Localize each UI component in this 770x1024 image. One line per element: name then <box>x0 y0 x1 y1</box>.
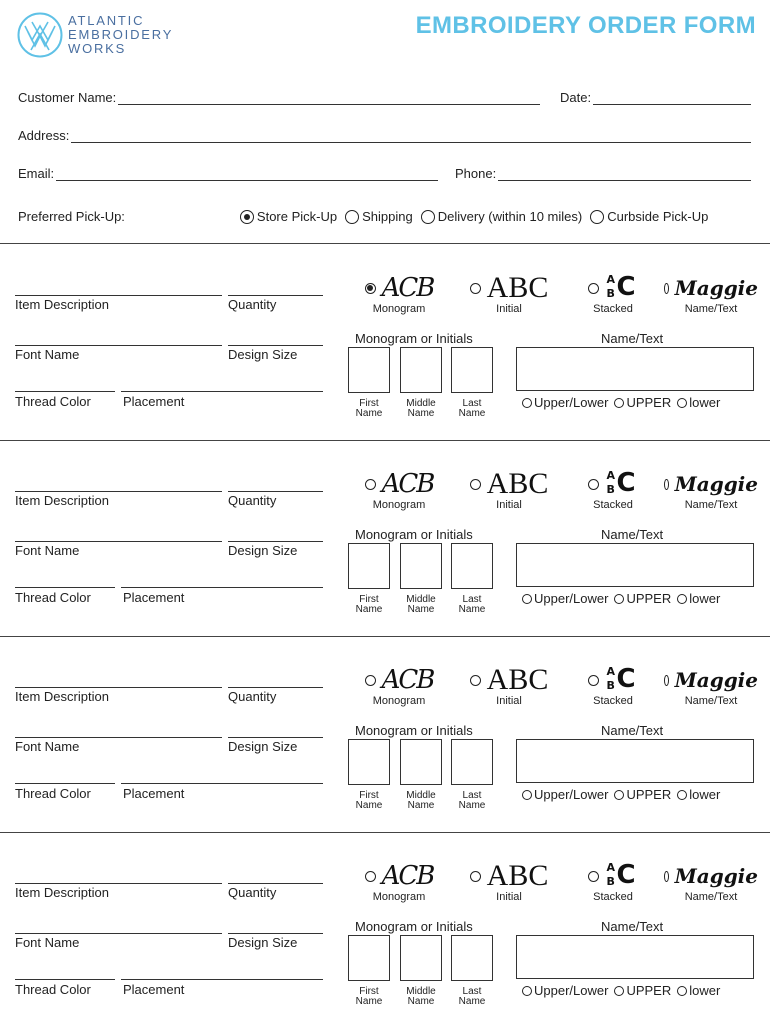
item-description-line[interactable] <box>15 295 222 296</box>
name-text-sample: Maggie <box>674 864 758 888</box>
radio-icon[interactable] <box>664 871 669 882</box>
last-name-caption: Last Name <box>458 986 486 1007</box>
pickup-delivery-option[interactable] <box>421 209 582 224</box>
radio-icon[interactable] <box>614 594 624 604</box>
email-label: Email: <box>18 166 55 181</box>
placement-line[interactable] <box>121 979 323 980</box>
section-divider <box>0 243 770 244</box>
design-size-label: Design Size <box>228 347 298 362</box>
radio-icon[interactable] <box>664 479 669 490</box>
first-name-caption: First Name <box>355 986 383 1007</box>
item-description-label: Item Description <box>15 493 109 508</box>
style-stacked-option[interactable] <box>578 861 648 903</box>
thread-color-label: Thread Color <box>15 394 91 409</box>
radio-selected-icon[interactable] <box>365 283 376 294</box>
style-monogram-option[interactable] <box>354 861 444 903</box>
radio-icon[interactable] <box>470 871 481 882</box>
quantity-label: Quantity <box>228 885 277 900</box>
order-item-section <box>0 441 770 637</box>
name-text-title: Name/Text <box>601 527 664 542</box>
date-field[interactable] <box>593 93 751 105</box>
radio-selected-icon[interactable] <box>240 210 254 224</box>
style-option-label: Monogram <box>372 303 426 315</box>
last-name-caption: Last Name <box>458 594 486 615</box>
brand-line-3: WORKS <box>68 41 127 56</box>
middle-name-caption: Middle Name <box>406 986 436 1007</box>
style-option-label: Name/Text <box>684 303 738 315</box>
email-field[interactable] <box>56 169 438 181</box>
radio-icon[interactable] <box>590 210 604 224</box>
pickup-store-option[interactable] <box>240 209 337 224</box>
first-initial-box[interactable] <box>348 347 390 393</box>
customer-name-row <box>18 90 540 105</box>
style-stacked-option[interactable] <box>578 469 648 511</box>
initial-sample: ABC <box>486 859 549 892</box>
name-text-title: Name/Text <box>601 723 664 738</box>
radio-icon[interactable] <box>470 283 481 294</box>
brand-line-1: ATLANTIC <box>68 13 145 28</box>
first-initial-box[interactable] <box>348 543 390 589</box>
style-option-label: Initial <box>496 499 522 511</box>
middle-initial-box[interactable] <box>400 739 442 785</box>
case-options <box>522 591 726 606</box>
quantity-line[interactable] <box>228 883 323 884</box>
middle-name-caption: Middle Name <box>406 594 436 615</box>
placement-label: Placement <box>123 590 185 605</box>
brand-line-2: EMBROIDERY <box>68 27 174 42</box>
item-description-label: Item Description <box>15 689 109 704</box>
name-text-input-box[interactable] <box>516 543 754 587</box>
pickup-row <box>18 209 716 224</box>
quantity-line[interactable] <box>228 491 323 492</box>
placement-line[interactable] <box>121 587 323 588</box>
quantity-label: Quantity <box>228 297 277 312</box>
address-label: Address: <box>18 128 70 143</box>
thread-color-label: Thread Color <box>15 590 91 605</box>
monogram-initials-title: Monogram or Initials <box>355 723 473 738</box>
placement-label: Placement <box>123 786 185 801</box>
radio-icon[interactable] <box>677 790 687 800</box>
last-initial-box[interactable] <box>451 543 493 589</box>
case-upper-lower-option[interactable] <box>522 983 608 998</box>
font-name-label: Font Name <box>15 739 80 754</box>
case-options <box>522 395 726 410</box>
case-upper-option[interactable] <box>614 395 671 410</box>
thread-color-line[interactable] <box>15 587 115 588</box>
radio-icon[interactable] <box>365 675 376 686</box>
middle-initial-box[interactable] <box>400 935 442 981</box>
style-option-label: Stacked <box>593 891 633 903</box>
case-lower-option[interactable] <box>677 983 720 998</box>
design-size-label: Design Size <box>228 739 298 754</box>
case-upper-lower-option[interactable] <box>522 591 608 606</box>
style-initial-option[interactable] <box>462 665 556 707</box>
name-text-input-box[interactable] <box>516 347 754 391</box>
placement-label: Placement <box>123 982 185 997</box>
first-name-caption: First Name <box>355 398 383 419</box>
style-option-label: Stacked <box>593 303 633 315</box>
case-option-label: lower <box>689 983 721 998</box>
placement-line[interactable] <box>121 783 323 784</box>
radio-icon[interactable] <box>588 283 599 294</box>
pickup-label: Preferred Pick-Up: <box>18 209 125 224</box>
quantity-line[interactable] <box>228 687 323 688</box>
pickup-option-label: Store Pick-Up <box>256 209 338 224</box>
name-text-title: Name/Text <box>601 919 664 934</box>
stacked-sample-icon: A B C <box>606 664 636 694</box>
case-upper-option[interactable] <box>614 787 671 802</box>
address-row <box>18 128 751 143</box>
radio-icon[interactable] <box>522 790 532 800</box>
initial-sample: ABC <box>486 271 549 304</box>
style-initial-option[interactable] <box>462 861 556 903</box>
font-name-label: Font Name <box>15 347 80 362</box>
design-size-line[interactable] <box>228 933 323 934</box>
font-name-line[interactable] <box>15 933 222 934</box>
radio-icon[interactable] <box>614 790 624 800</box>
case-option-label: lower <box>689 787 721 802</box>
style-monogram-option[interactable] <box>354 665 444 707</box>
placement-line[interactable] <box>121 391 323 392</box>
pickup-option-label: Delivery (within 10 miles) <box>437 209 583 224</box>
style-initial-option[interactable] <box>462 273 556 315</box>
middle-initial-box[interactable] <box>400 347 442 393</box>
stacked-sample-icon: A B C <box>606 468 636 498</box>
radio-icon[interactable] <box>522 986 532 996</box>
radio-icon[interactable] <box>664 283 669 294</box>
pickup-shipping-option[interactable] <box>345 209 413 224</box>
design-size-line[interactable] <box>228 737 323 738</box>
style-option-label: Name/Text <box>684 695 738 707</box>
radio-icon[interactable] <box>614 986 624 996</box>
style-monogram-option[interactable] <box>354 273 444 315</box>
monogram-initials-title: Monogram or Initials <box>355 527 473 542</box>
case-option-label: Upper/Lower <box>534 787 609 802</box>
stacked-sample-icon: A B C <box>606 860 636 890</box>
phone-field[interactable] <box>498 169 751 181</box>
case-option-label: UPPER <box>626 395 672 410</box>
style-option-label: Initial <box>496 695 522 707</box>
radio-icon[interactable] <box>470 675 481 686</box>
case-option-label: Upper/Lower <box>534 591 609 606</box>
design-size-label: Design Size <box>228 935 298 950</box>
radio-icon[interactable] <box>677 986 687 996</box>
style-name-text-option[interactable] <box>664 469 758 511</box>
style-stacked-option[interactable] <box>578 665 648 707</box>
case-option-label: Upper/Lower <box>534 983 609 998</box>
monogram-sample: ACB <box>381 665 434 695</box>
case-option-label: Upper/Lower <box>534 395 609 410</box>
email-row <box>18 166 438 181</box>
name-text-input-box[interactable] <box>516 739 754 783</box>
last-initial-box[interactable] <box>451 935 493 981</box>
name-text-sample: Maggie <box>674 668 758 692</box>
case-lower-option[interactable] <box>677 591 720 606</box>
case-options <box>522 787 726 802</box>
pickup-curbside-option[interactable] <box>590 209 708 224</box>
quantity-label: Quantity <box>228 689 277 704</box>
address-field[interactable] <box>71 131 751 143</box>
design-size-label: Design Size <box>228 543 298 558</box>
case-option-label: UPPER <box>626 591 672 606</box>
first-name-caption: First Name <box>355 594 383 615</box>
item-description-line[interactable] <box>15 883 222 884</box>
case-option-label: UPPER <box>626 787 672 802</box>
style-option-label: Monogram <box>372 695 426 707</box>
thread-color-label: Thread Color <box>15 982 91 997</box>
design-size-line[interactable] <box>228 345 323 346</box>
name-text-input-box[interactable] <box>516 935 754 979</box>
thread-color-line[interactable] <box>15 979 115 980</box>
item-description-line[interactable] <box>15 491 222 492</box>
style-initial-option[interactable] <box>462 469 556 511</box>
middle-name-caption: Middle Name <box>406 398 436 419</box>
radio-icon[interactable] <box>677 398 687 408</box>
radio-icon[interactable] <box>588 479 599 490</box>
font-name-line[interactable] <box>15 737 222 738</box>
monogram-sample: ACB <box>381 273 434 303</box>
style-option-label: Stacked <box>593 499 633 511</box>
placement-label: Placement <box>123 394 185 409</box>
customer-name-field[interactable] <box>118 93 540 105</box>
brand-logo-icon <box>17 12 63 58</box>
name-text-title: Name/Text <box>601 331 664 346</box>
pickup-option-label: Shipping <box>362 209 413 224</box>
style-monogram-option[interactable] <box>354 469 444 511</box>
case-upper-lower-option[interactable] <box>522 787 608 802</box>
thread-color-line[interactable] <box>15 391 115 392</box>
last-name-caption: Last Name <box>458 790 486 811</box>
date-label: Date: <box>560 90 592 105</box>
monogram-initials-title: Monogram or Initials <box>355 919 473 934</box>
radio-icon[interactable] <box>421 210 435 224</box>
radio-icon[interactable] <box>677 594 687 604</box>
style-name-text-option[interactable] <box>664 273 758 315</box>
style-name-text-option[interactable] <box>664 665 758 707</box>
design-size-line[interactable] <box>228 541 323 542</box>
quantity-line[interactable] <box>228 295 323 296</box>
monogram-sample: ACB <box>381 861 434 891</box>
style-option-label: Stacked <box>593 695 633 707</box>
radio-icon[interactable] <box>664 675 669 686</box>
radio-icon[interactable] <box>614 398 624 408</box>
name-text-sample: Maggie <box>674 472 758 496</box>
customer-name-label: Customer Name: <box>18 90 117 105</box>
stacked-sample-icon: A B C <box>606 272 636 302</box>
radio-icon[interactable] <box>365 479 376 490</box>
radio-icon[interactable] <box>588 871 599 882</box>
style-option-label: Initial <box>496 891 522 903</box>
initial-sample: ABC <box>486 663 549 696</box>
item-description-label: Item Description <box>15 885 109 900</box>
form-title: EMBROIDERY ORDER FORM <box>415 12 756 39</box>
item-description-line[interactable] <box>15 687 222 688</box>
last-initial-box[interactable] <box>451 347 493 393</box>
thread-color-line[interactable] <box>15 783 115 784</box>
monogram-initials-title: Monogram or Initials <box>355 331 473 346</box>
style-stacked-option[interactable] <box>578 273 648 315</box>
font-name-label: Font Name <box>15 543 80 558</box>
case-upper-lower-option[interactable] <box>522 395 608 410</box>
order-item-section <box>0 245 770 441</box>
case-lower-option[interactable] <box>677 395 720 410</box>
font-name-line[interactable] <box>15 345 222 346</box>
case-upper-option[interactable] <box>614 983 671 998</box>
radio-icon[interactable] <box>588 675 599 686</box>
phone-label: Phone: <box>455 166 497 181</box>
radio-icon[interactable] <box>365 871 376 882</box>
monogram-sample: ACB <box>381 469 434 499</box>
case-lower-option[interactable] <box>677 787 720 802</box>
last-initial-box[interactable] <box>451 739 493 785</box>
last-name-caption: Last Name <box>458 398 486 419</box>
item-description-label: Item Description <box>15 297 109 312</box>
date-row <box>560 90 751 105</box>
radio-icon[interactable] <box>522 594 532 604</box>
case-option-label: lower <box>689 395 721 410</box>
brand-name <box>68 14 173 56</box>
initial-sample: ABC <box>486 467 549 500</box>
radio-icon[interactable] <box>345 210 359 224</box>
case-options <box>522 983 726 998</box>
order-item-section <box>0 833 770 1024</box>
first-initial-box[interactable] <box>348 739 390 785</box>
style-option-label: Initial <box>496 303 522 315</box>
middle-initial-box[interactable] <box>400 543 442 589</box>
style-option-label: Monogram <box>372 891 426 903</box>
pickup-option-label: Curbside Pick-Up <box>607 209 709 224</box>
style-option-label: Name/Text <box>684 891 738 903</box>
radio-icon[interactable] <box>522 398 532 408</box>
case-upper-option[interactable] <box>614 591 671 606</box>
name-text-sample: Maggie <box>674 276 758 300</box>
quantity-label: Quantity <box>228 493 277 508</box>
order-item-section <box>0 637 770 833</box>
radio-icon[interactable] <box>470 479 481 490</box>
font-name-label: Font Name <box>15 935 80 950</box>
phone-row <box>455 166 751 181</box>
style-option-label: Monogram <box>372 499 426 511</box>
first-name-caption: First Name <box>355 790 383 811</box>
font-name-line[interactable] <box>15 541 222 542</box>
case-option-label: UPPER <box>626 983 672 998</box>
first-initial-box[interactable] <box>348 935 390 981</box>
style-name-text-option[interactable] <box>664 861 758 903</box>
style-option-label: Name/Text <box>684 499 738 511</box>
middle-name-caption: Middle Name <box>406 790 436 811</box>
thread-color-label: Thread Color <box>15 786 91 801</box>
case-option-label: lower <box>689 591 721 606</box>
